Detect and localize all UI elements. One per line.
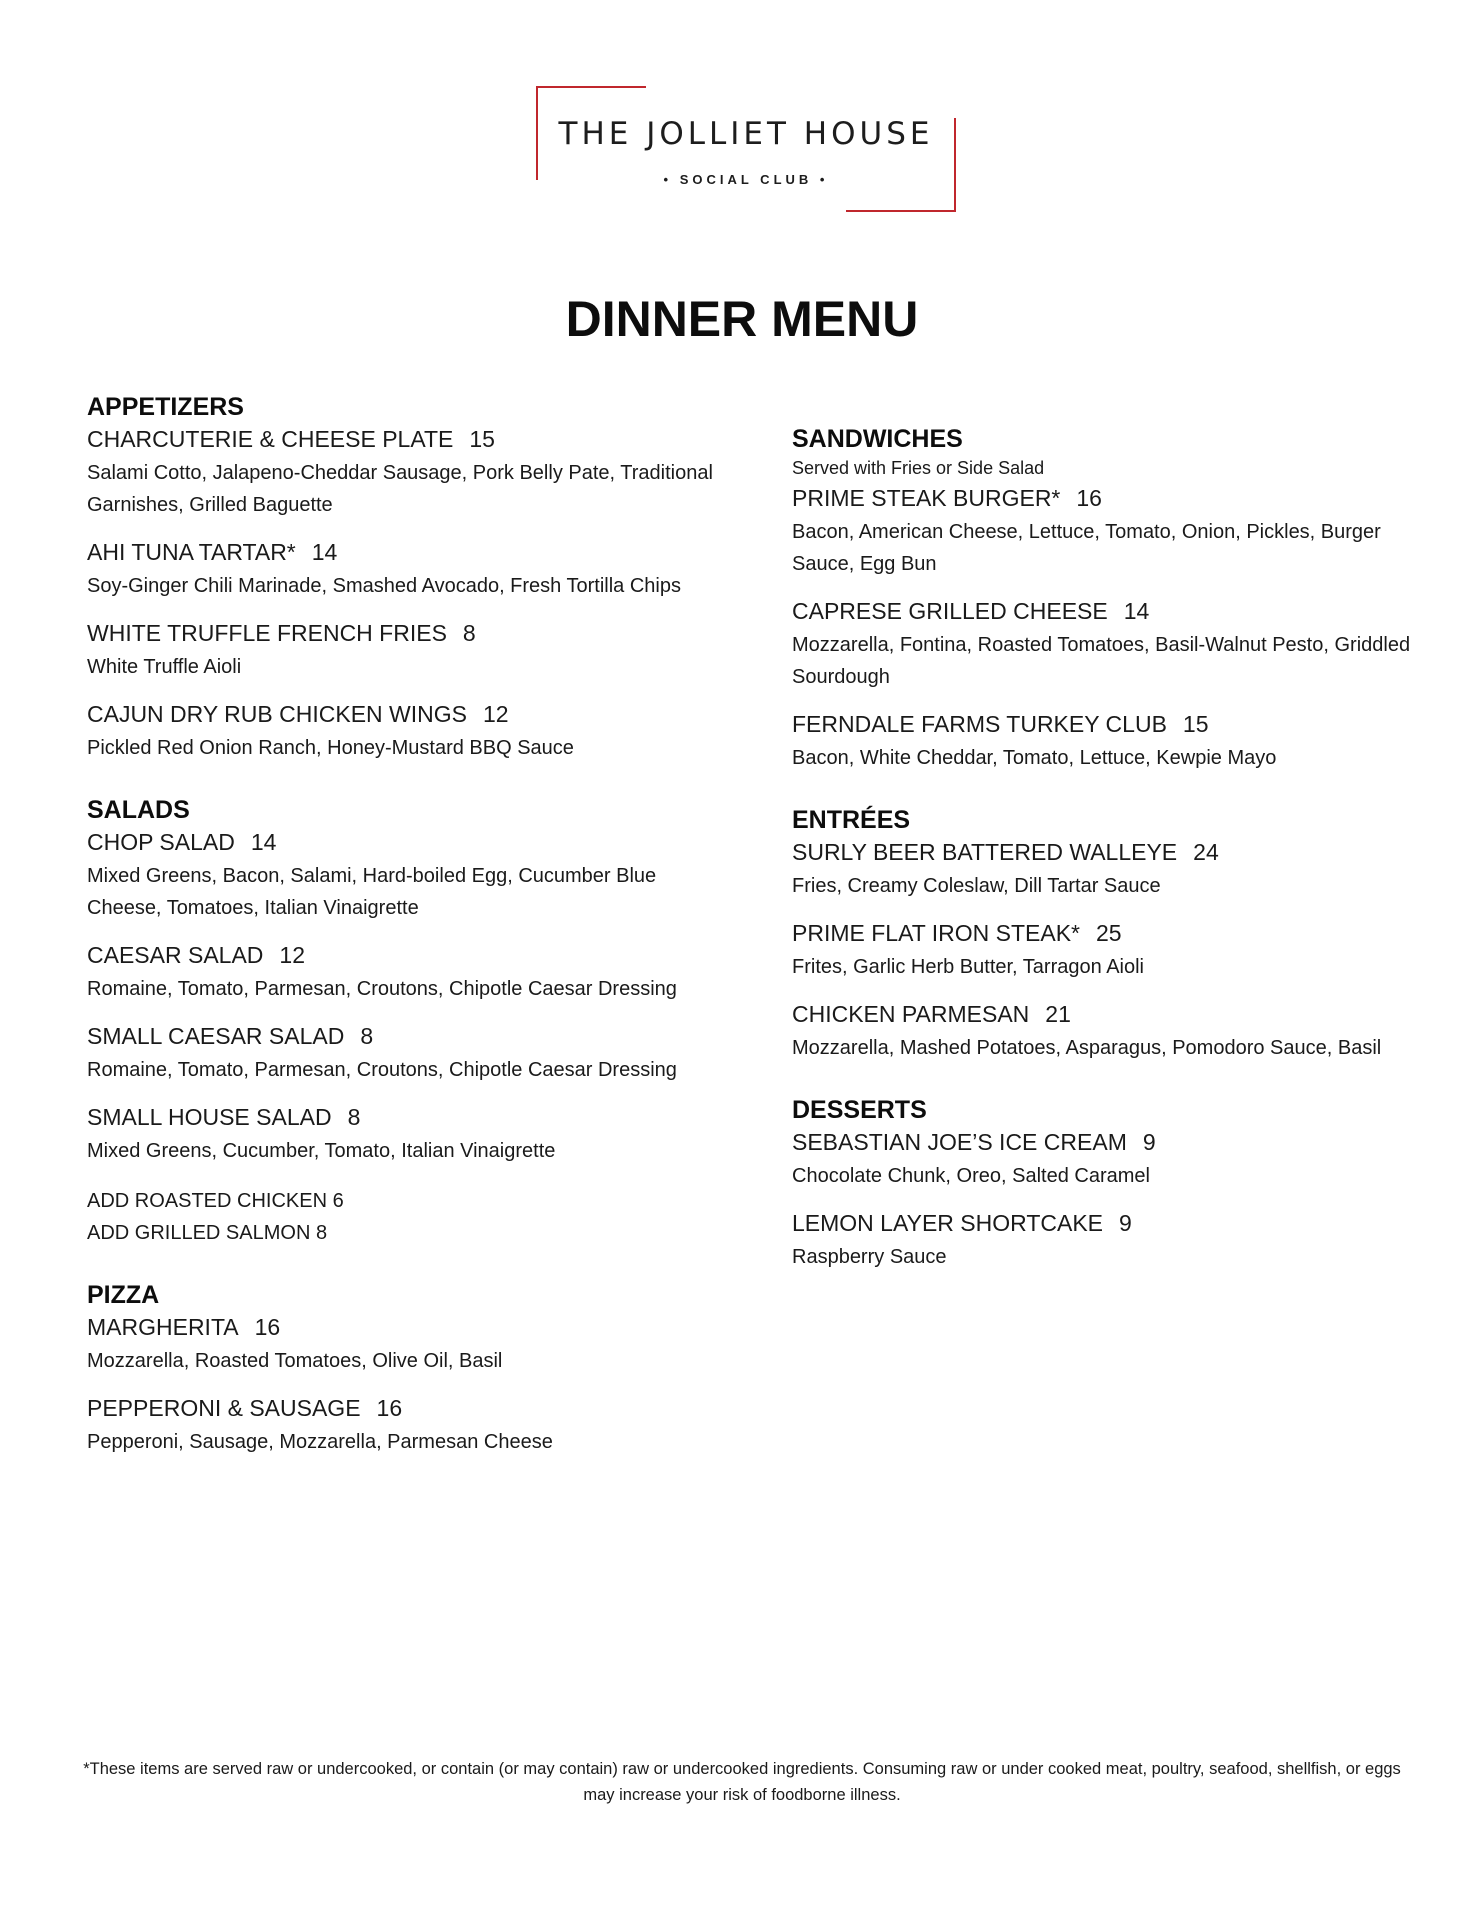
menu-item — [87, 1314, 727, 1377]
menu-item-name — [87, 1395, 727, 1422]
menu-item-description: Mixed Greens, Cucumber, Tomato, Italian Vinaigrette — [87, 1140, 556, 1162]
item-name-text: CHOP SALAD — [87, 829, 235, 855]
item-price: 21 — [1045, 1001, 1071, 1027]
menu-column-left — [87, 393, 727, 1490]
menu-item — [792, 1129, 1432, 1192]
menu-item-description: White Truffle Aioli — [87, 656, 242, 678]
menu-item — [792, 485, 1432, 580]
item-price: 9 — [1119, 1210, 1132, 1236]
menu-item — [87, 539, 727, 602]
menu-section-desserts — [792, 1096, 1432, 1273]
item-name-text: PEPPERONI & SAUSAGE — [87, 1395, 361, 1421]
section-note: Served with Fries or Side Salad — [792, 458, 1045, 478]
item-name-text: SMALL HOUSE SALAD — [87, 1104, 332, 1130]
menu-item — [87, 829, 727, 924]
menu-item — [87, 1395, 727, 1458]
menu-item-description: Frites, Garlic Herb Butter, Tarragon Aioli — [792, 956, 1144, 978]
addon-option: ADD ROASTED CHICKEN 6 — [87, 1190, 344, 1212]
item-price: 25 — [1095, 920, 1122, 946]
menu-item-name — [792, 839, 1432, 866]
menu-item-name — [792, 1129, 1432, 1156]
addon-option: ADD GRILLED SALMON 8 — [87, 1222, 328, 1244]
menu-item — [792, 839, 1432, 902]
item-price: 14 — [250, 829, 277, 855]
menu-item — [792, 711, 1432, 774]
section-title: APPETIZERS — [87, 393, 244, 421]
item-name-text: CAPRESE GRILLED CHEESE — [792, 598, 1108, 624]
logo-subtitle: • SOCIAL CLUB • — [663, 172, 829, 187]
menu-item-name — [792, 920, 1432, 947]
menu-item-description: Mozzarella, Roasted Tomatoes, Olive Oil, Basil — [87, 1350, 503, 1372]
item-price: 12 — [279, 942, 305, 968]
item-name-text: CHICKEN PARMESAN — [792, 1001, 1030, 1027]
menu-item — [87, 942, 727, 1005]
menu-item — [87, 620, 727, 683]
section-title: SANDWICHES — [792, 425, 963, 453]
menu-item-name — [87, 426, 727, 453]
menu-item-description: Romaine, Tomato, Parmesan, Croutons, Chipotle Caesar Dressing — [87, 1059, 677, 1081]
item-name-text: PRIME FLAT IRON STEAK* — [792, 920, 1080, 946]
item-name-text: SEBASTIAN JOE’S ICE CREAM — [792, 1129, 1127, 1155]
section-title: ENTRÉES — [792, 806, 911, 834]
menu-item — [87, 1104, 727, 1167]
item-name-text: CHARCUTERIE & CHEESE PLATE — [87, 426, 454, 452]
menu-item-name — [87, 620, 727, 647]
item-price: 12 — [482, 701, 509, 727]
menu-item-name — [87, 701, 727, 728]
section-title: SALADS — [87, 796, 190, 824]
item-price: 24 — [1193, 839, 1219, 865]
item-name-text: CAESAR SALAD — [87, 942, 264, 968]
menu-item — [792, 598, 1432, 693]
item-name-text: WHITE TRUFFLE FRENCH FRIES — [87, 620, 447, 646]
menu-item-description: Pepperoni, Sausage, Mozzarella, Parmesan Cheese — [87, 1431, 553, 1453]
section-title: PIZZA — [87, 1281, 160, 1309]
item-price: 16 — [254, 1314, 281, 1340]
item-name-text: LEMON LAYER SHORTCAKE — [792, 1210, 1104, 1236]
menu-item — [87, 1023, 727, 1086]
menu-item-name — [792, 598, 1432, 625]
menu-section-sandwiches — [792, 425, 1432, 774]
menu-item-name — [792, 1210, 1432, 1237]
allergen-disclaimer: *These items are served raw or undercooked, or contain (or may contain) raw or undercooked ingredients. Consuming raw or under cooked meat, poultry, seafood, shellfish, or eggs may increase your risk of foodborne illness. — [83, 1760, 1401, 1804]
menu-item — [792, 920, 1432, 983]
item-price: 16 — [1076, 485, 1102, 511]
logo-name: THE JOLLIET HOUSE — [558, 116, 934, 152]
item-price: 15 — [469, 426, 495, 452]
menu-section-entre-es — [792, 806, 1432, 1064]
menu-item-description: Soy-Ginger Chili Marinade, Smashed Avocado, Fresh Tortilla Chips — [87, 575, 681, 597]
item-price: 9 — [1142, 1129, 1156, 1155]
item-price: 14 — [311, 539, 338, 565]
page-title: DINNER MENU — [565, 291, 919, 347]
menu-item-name — [792, 1001, 1432, 1028]
menu-item-description: Bacon, White Cheddar, Tomato, Lettuce, Kewpie Mayo — [792, 747, 1277, 769]
item-name-text: MARGHERITA — [87, 1314, 239, 1340]
menu-item-name — [87, 1104, 727, 1131]
menu-item-description: Mixed Greens, Bacon, Salami, Hard-boiled Egg, Cucumber Blue Cheese, Tomatoes, Italian Vinaigrette — [87, 865, 657, 919]
item-name-text: PRIME STEAK BURGER* — [792, 485, 1061, 511]
item-name-text: SURLY BEER BATTERED WALLEYE — [792, 839, 1178, 865]
menu-item-description: Raspberry Sauce — [792, 1246, 947, 1268]
menu-item-name — [792, 711, 1432, 738]
item-price: 15 — [1182, 711, 1209, 737]
menu-item-name — [87, 1023, 727, 1050]
menu-section-pizza — [87, 1281, 727, 1458]
item-name-text: SMALL CAESAR SALAD — [87, 1023, 345, 1049]
menu-item-name — [87, 829, 727, 856]
section-title: DESSERTS — [792, 1096, 927, 1124]
item-price: 8 — [360, 1023, 374, 1049]
menu-item-description: Pickled Red Onion Ranch, Honey-Mustard BBQ Sauce — [87, 737, 574, 759]
menu-item-description: Bacon, American Cheese, Lettuce, Tomato, Onion, Pickles, Burger Sauce, Egg Bun — [792, 521, 1381, 575]
menu-item-name — [87, 1314, 727, 1341]
restaurant-logo — [536, 86, 956, 212]
menu-item-description: Mozzarella, Fontina, Roasted Tomatoes, Basil-Walnut Pesto, Griddled Sourdough — [792, 634, 1411, 688]
menu-item-description: Fries, Creamy Coleslaw, Dill Tartar Sauce — [792, 875, 1161, 897]
item-price: 14 — [1123, 598, 1150, 624]
item-price: 8 — [347, 1104, 361, 1130]
menu-item — [792, 1210, 1432, 1273]
menu-section-salads — [87, 796, 727, 1249]
menu-item-description: Romaine, Tomato, Parmesan, Croutons, Chipotle Caesar Dressing — [87, 978, 677, 1000]
menu-item-name — [792, 485, 1432, 512]
menu-section-appetizers — [87, 393, 727, 764]
menu-item — [792, 1001, 1432, 1064]
menu-item-name — [87, 539, 727, 566]
item-price: 16 — [376, 1395, 403, 1421]
menu-item — [87, 701, 727, 764]
menu-item-description: Mozzarella, Mashed Potatoes, Asparagus, Pomodoro Sauce, Basil — [792, 1037, 1382, 1059]
item-name-text: FERNDALE FARMS TURKEY CLUB — [792, 711, 1167, 737]
item-name-text: CAJUN DRY RUB CHICKEN WINGS — [87, 701, 467, 727]
menu-item-name — [87, 942, 727, 969]
menu-item-description: Chocolate Chunk, Oreo, Salted Caramel — [792, 1165, 1150, 1187]
item-name-text: AHI TUNA TARTAR* — [87, 539, 296, 565]
menu-item — [87, 426, 727, 521]
item-price: 8 — [462, 620, 476, 646]
menu-column-right — [792, 425, 1432, 1305]
menu-item-description: Salami Cotto, Jalapeno-Cheddar Sausage, Pork Belly Pate, Traditional Garnishes, Grilled Baguette — [87, 462, 713, 516]
